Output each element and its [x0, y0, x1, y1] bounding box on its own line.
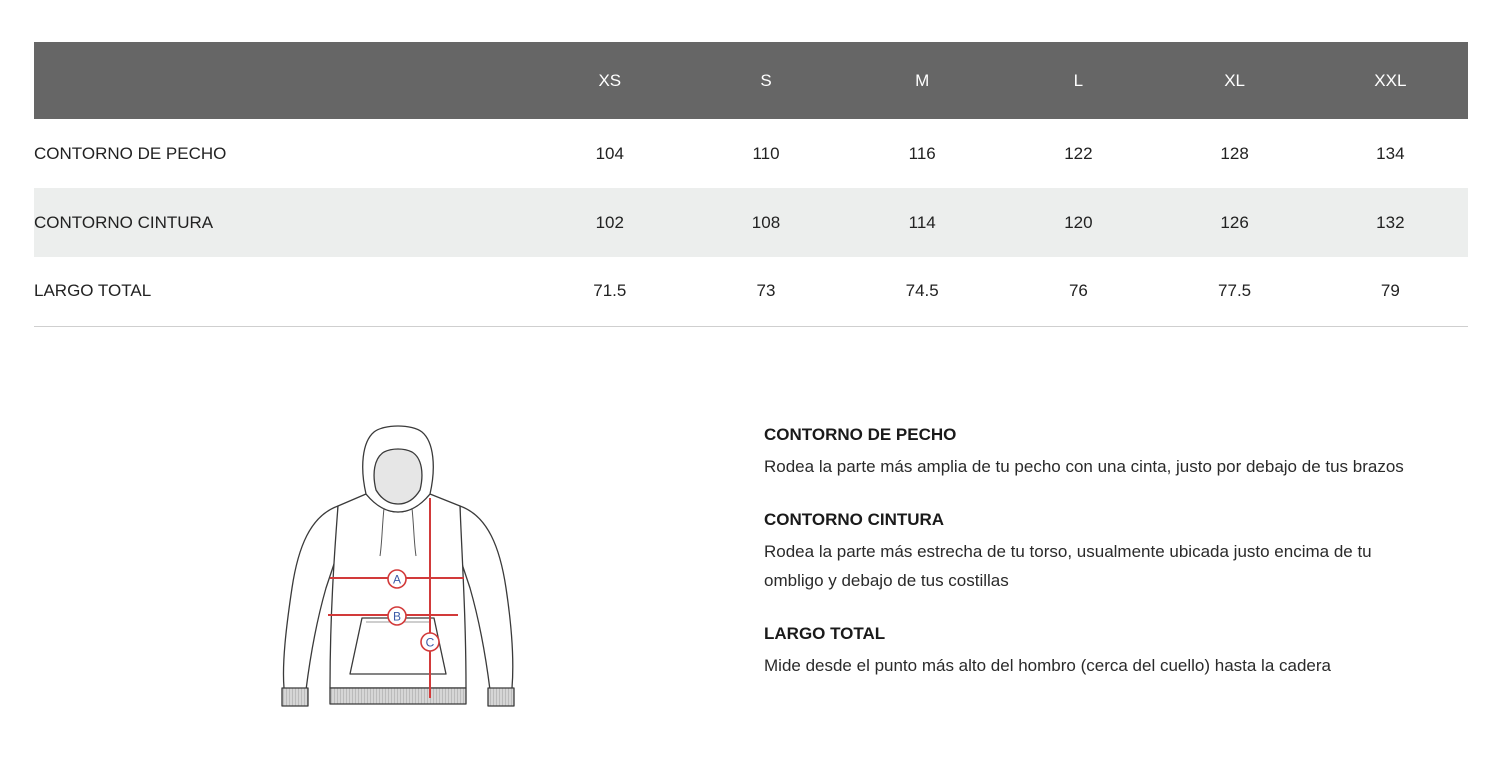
table-cell: 102 [595, 212, 624, 232]
table-cell: 132 [1376, 212, 1405, 232]
table-header-row [34, 42, 1468, 119]
table-row [34, 257, 1468, 326]
table-cell: 71.5 [593, 281, 627, 301]
hoodie-body [330, 494, 466, 688]
marker-a-label: A [392, 572, 402, 587]
guide-item-length [764, 623, 1464, 680]
marker-b-label: B [392, 609, 402, 624]
table-cell: 114 [908, 212, 936, 232]
size-header-xs: XS [598, 70, 622, 90]
size-header-xxl: XXL [1374, 70, 1407, 90]
size-header-m: M [915, 70, 930, 90]
table-row [34, 119, 1468, 188]
table-cell: 134 [1376, 143, 1405, 163]
table-cell: 79 [1380, 281, 1400, 301]
table-cell: 77.5 [1218, 281, 1252, 301]
size-header-s: S [760, 70, 772, 90]
table-cell: 120 [1064, 212, 1093, 232]
size-chart-table [34, 42, 1468, 327]
table-cell: 126 [1220, 212, 1249, 232]
guide-item-chest [764, 424, 1464, 481]
guide-text: Rodea la parte más estrecha de tu torso, usualmente ubicada justo encima de tu ombligo y debajo de tus costillas [764, 542, 1372, 590]
guide-text: Rodea la parte más amplia de tu pecho con una cinta, justo por debajo de tus brazos [764, 457, 1404, 476]
table-cell: 108 [751, 212, 781, 232]
hood-inner [374, 449, 422, 504]
row-label: LARGO TOTAL [34, 281, 152, 301]
guide-title: LARGO TOTAL [764, 624, 886, 643]
table-cell: 76 [1068, 281, 1088, 301]
size-header-xl: XL [1224, 70, 1245, 90]
marker-c-label: C [425, 635, 435, 650]
measurement-guide [764, 424, 1464, 708]
guide-text: Mide desde el punto más alto del hombro (cerca del cuello) hasta la cadera [764, 656, 1331, 675]
table-cell: 128 [1220, 143, 1249, 163]
right-cuff [488, 688, 514, 706]
hoodie-measurement-diagram [270, 418, 520, 714]
table-cell: 104 [595, 143, 624, 163]
table-cell: 74.5 [905, 281, 939, 301]
size-header-l: L [1073, 70, 1084, 90]
header-label-cell [34, 42, 532, 119]
table-cell: 122 [1064, 143, 1093, 163]
row-label: CONTORNO CINTURA [34, 212, 214, 232]
table-row [34, 188, 1468, 257]
hoodie-illustration [270, 418, 520, 714]
hoodie-hem [330, 688, 466, 704]
row-label: CONTORNO DE PECHO [34, 143, 227, 163]
guide-title: CONTORNO CINTURA [764, 510, 945, 529]
guide-title: CONTORNO DE PECHO [764, 425, 957, 444]
right-sleeve [460, 506, 513, 690]
guide-item-waist [764, 509, 1464, 595]
table-cell: 73 [756, 281, 776, 301]
left-cuff [282, 688, 308, 706]
table-cell: 116 [908, 143, 936, 163]
table-cell: 110 [752, 143, 780, 163]
